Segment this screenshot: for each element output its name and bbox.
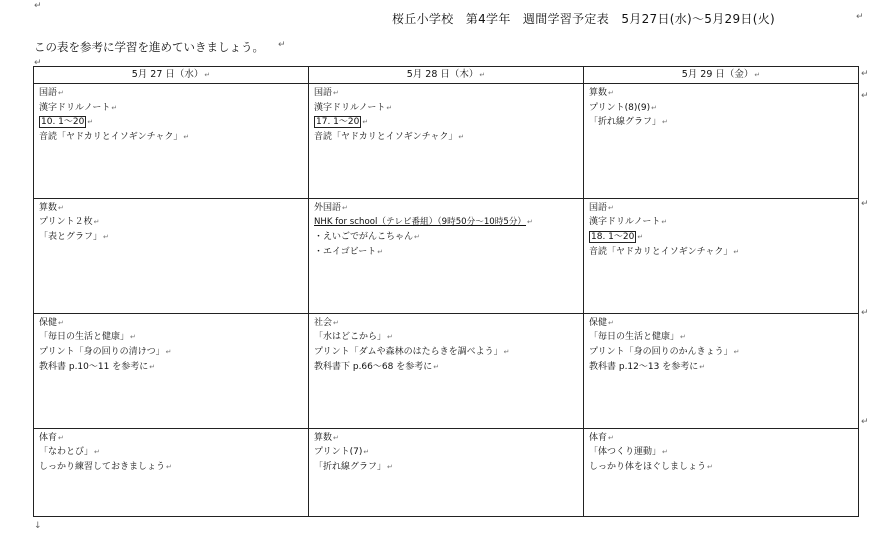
subject-label: 体育 [39, 432, 58, 443]
subject-label: 国語 [589, 202, 608, 213]
table-row [34, 84, 859, 199]
intro-text: この表を参考に学習を進めていきましょう。 [34, 40, 264, 54]
subject-label: 算数 [314, 432, 333, 443]
cell-line: 「折れ線グラフ」 [589, 117, 662, 128]
row-end-mark: ↵ [861, 308, 869, 318]
cell-line: 漢字ドリルノート [314, 102, 386, 113]
schedule-cell: 外国語↵ NHK for school（テレビ番組）（9時50分～10時5分）↵ ・えいごでがんこちゃん↵ ・エイゴビート↵ [309, 198, 584, 313]
schedule-cell: 算数↵ プリント(7)↵ 「折れ線グラフ」↵ [309, 428, 584, 516]
cell-line: しっかり体をほぐしましょう [589, 461, 707, 472]
day-header: 5月 28 日（木）↵ [309, 67, 584, 84]
row-end-mark: ↵ [861, 199, 869, 209]
paragraph-mark: ↵ [34, 58, 42, 68]
cell-line: プリント(7) [314, 447, 363, 458]
cell-line: 教科書下 p.66～68 を参考に [314, 361, 433, 372]
cell-line: しっかり練習しておきましょう [39, 461, 166, 472]
weekly-schedule-table [33, 66, 859, 517]
row-end-mark: ↵ [861, 91, 869, 101]
schedule-cell: 社会↵ 「水はどこから」↵ プリント「ダムや森林のはたらきを調べよう」↵ 教科書下 p.66～68 を参考に↵ [309, 313, 584, 428]
cell-line: 音読「ヤドカリとイソギンチャク」 [314, 131, 458, 142]
paragraph-mark: ↵ [856, 12, 864, 22]
cell-line: 音読「ヤドカリとイソギンチャク」 [39, 131, 183, 142]
schedule-cell: 算数↵ プリント(8)(9)↵ 「折れ線グラフ」↵ [584, 84, 859, 199]
cell-line: プリント２枚 [39, 217, 93, 228]
row-end-mark: ↵ [861, 417, 869, 427]
subject-label: 国語 [314, 88, 333, 98]
subject-label: 社会 [314, 317, 333, 328]
cell-line: プリント「身の回りのかんきょう」 [589, 346, 733, 357]
cell-line-boxed: 17. 1～20 [316, 117, 360, 128]
cell-line-boxed: 18. 1～20 [591, 232, 635, 243]
schedule-cell: 保健↵ 「毎日の生活と健康」↵ プリント「身の回りのかんきょう」↵ 教科書 p.12～13 を参考に↵ [584, 313, 859, 428]
cell-line: 「水はどこから」 [314, 332, 387, 343]
cell-line: ・えいごでがんこちゃん [314, 232, 414, 243]
schedule-cell: 体育↵ 「体つくり運動」↵ しっかり体をほぐしましょう↵ [584, 428, 859, 516]
subject-label: 算数 [39, 202, 58, 213]
cell-line: 「毎日の生活と健康」 [39, 332, 130, 343]
subject-label: 保健 [589, 317, 608, 328]
cell-line: 「毎日の生活と健康」 [589, 332, 680, 343]
cell-line: 「表とグラフ」 [39, 232, 103, 243]
schedule-cell: 国語↵ 漢字ドリルノート↵ 17. 1～20 ↵ 音読「ヤドカリとイソギンチャク」↵ [309, 84, 584, 199]
cell-line: プリント(8)(9) [589, 102, 651, 113]
cell-line: 教科書 p.10～11 を参考に [39, 361, 149, 372]
schedule-cell: 体育↵ 「なわとび」↵ しっかり練習しておきましょう↵ [34, 428, 309, 516]
cell-line-underlined: NHK for school（テレビ番組）（9時50分～10時5分） [314, 217, 527, 228]
table-row [34, 428, 859, 516]
subject-label: 体育 [589, 432, 608, 443]
cell-line: 教科書 p.12～13 を参考に [589, 361, 699, 372]
cell-line: 漢字ドリルノート [589, 217, 661, 228]
paragraph-mark: ↵ [278, 40, 286, 50]
schedule-cell: 国語↵ 漢字ドリルノート↵ 18. 1～20 ↵ 音読「ヤドカリとイソギンチャク」↵ [584, 198, 859, 313]
cell-line: ・エイゴビート [314, 246, 377, 257]
cell-line: 「なわとび」 [39, 447, 94, 458]
schedule-cell: 算数↵ プリント２枚↵ 「表とグラフ」↵ [34, 198, 309, 313]
day-header: 5月 27 日（水）↵ [34, 67, 309, 84]
table-row [34, 198, 859, 313]
cell-line-boxed: 10. 1～20 [41, 117, 85, 128]
schedule-cell: 保健↵ 「毎日の生活と健康」↵ プリント「身の回りの清けつ」↵ 教科書 p.10～11 を参考に↵ [34, 313, 309, 428]
cell-line: プリント「身の回りの清けつ」 [39, 346, 165, 357]
row-end-mark: ↵ [861, 69, 869, 79]
cell-line: 音読「ヤドカリとイソギンチャク」 [589, 246, 733, 257]
subject-label: 国語 [39, 88, 58, 98]
table-row [34, 313, 859, 428]
paragraph-mark: ↵ [34, 1, 42, 11]
anchor-mark: ↓ [34, 521, 42, 531]
subject-label: 外国語 [314, 202, 342, 213]
page-title: 桜丘小学校 第4学年 週間学習予定表 5月27日(水)～5月29日(火) [392, 12, 775, 26]
cell-line: 漢字ドリルノート [39, 102, 111, 113]
day-header: 5月 29 日（金）↵ [584, 67, 859, 84]
cell-line: 「折れ線グラフ」 [314, 461, 387, 472]
cell-line: プリント「ダムや森林のはたらきを調べよう」 [314, 346, 503, 357]
cell-line: 「体つくり運動」 [589, 447, 662, 458]
schedule-cell: 国語↵ 漢字ドリルノート↵ 10. 1～20 ↵ 音読「ヤドカリとイソギンチャク」↵ [34, 84, 309, 199]
subject-label: 保健 [39, 317, 58, 328]
table-header-row [34, 67, 859, 84]
subject-label: 算数 [589, 88, 608, 98]
